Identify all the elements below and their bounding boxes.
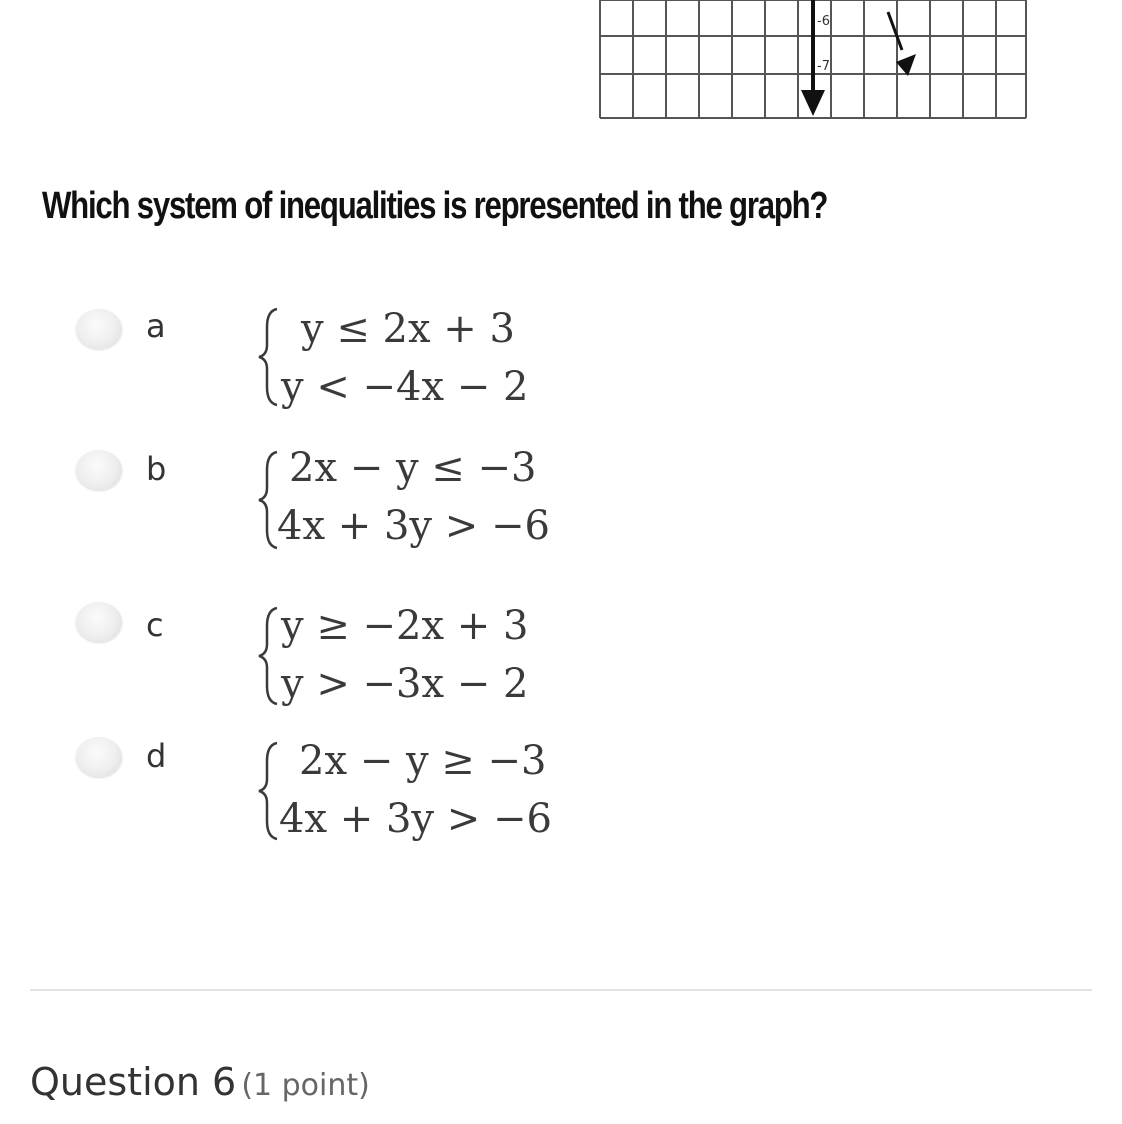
inequality-line-1: y ≥ −2x + 3: [281, 603, 529, 649]
next-question-header: [30, 1060, 370, 1104]
tick-label-neg6: -6: [817, 14, 830, 29]
inequality-line-2: y < −4x − 2: [281, 364, 529, 410]
y-axis-arrow-icon: [801, 90, 825, 116]
option-d[interactable]: [0, 735, 700, 855]
option-a[interactable]: [0, 305, 700, 425]
inequality-line-1: y ≤ 2x + 3: [301, 306, 515, 352]
question-title: Question 6: [30, 1060, 237, 1104]
option-letter-b: b: [146, 450, 167, 488]
question-prompt: Which system of inequalities is represented in the graph?: [42, 185, 828, 227]
boundary-line-arrow-icon: [896, 54, 916, 76]
inequality-line-2: 4x + 3y > −6: [277, 503, 550, 549]
radio-button-a[interactable]: [76, 309, 122, 349]
option-c[interactable]: [0, 600, 700, 720]
left-brace-icon: [255, 739, 281, 843]
section-divider: [30, 989, 1092, 991]
radio-button-b[interactable]: [76, 450, 122, 490]
left-brace-icon: [255, 305, 281, 409]
coordinate-grid: [598, 0, 1028, 120]
inequality-line-1: 2x − y ≥ −3: [299, 738, 547, 784]
boundary-line: [888, 12, 902, 50]
option-b[interactable]: [0, 445, 700, 568]
option-letter-d: d: [146, 737, 167, 775]
radio-button-c[interactable]: [76, 602, 122, 642]
graph-fragment: [598, 0, 1028, 120]
inequality-line-2: 4x + 3y > −6: [279, 796, 552, 842]
tick-label-neg7: -7: [817, 59, 830, 74]
option-letter-a: a: [146, 307, 166, 345]
inequality-line-1: 2x − y ≤ −3: [289, 445, 537, 491]
radio-button-d[interactable]: [76, 737, 122, 777]
left-brace-icon: [255, 604, 281, 708]
question-points: (1 point): [241, 1068, 370, 1103]
option-letter-c: c: [146, 606, 164, 644]
inequality-line-2: y > −3x − 2: [281, 661, 529, 707]
